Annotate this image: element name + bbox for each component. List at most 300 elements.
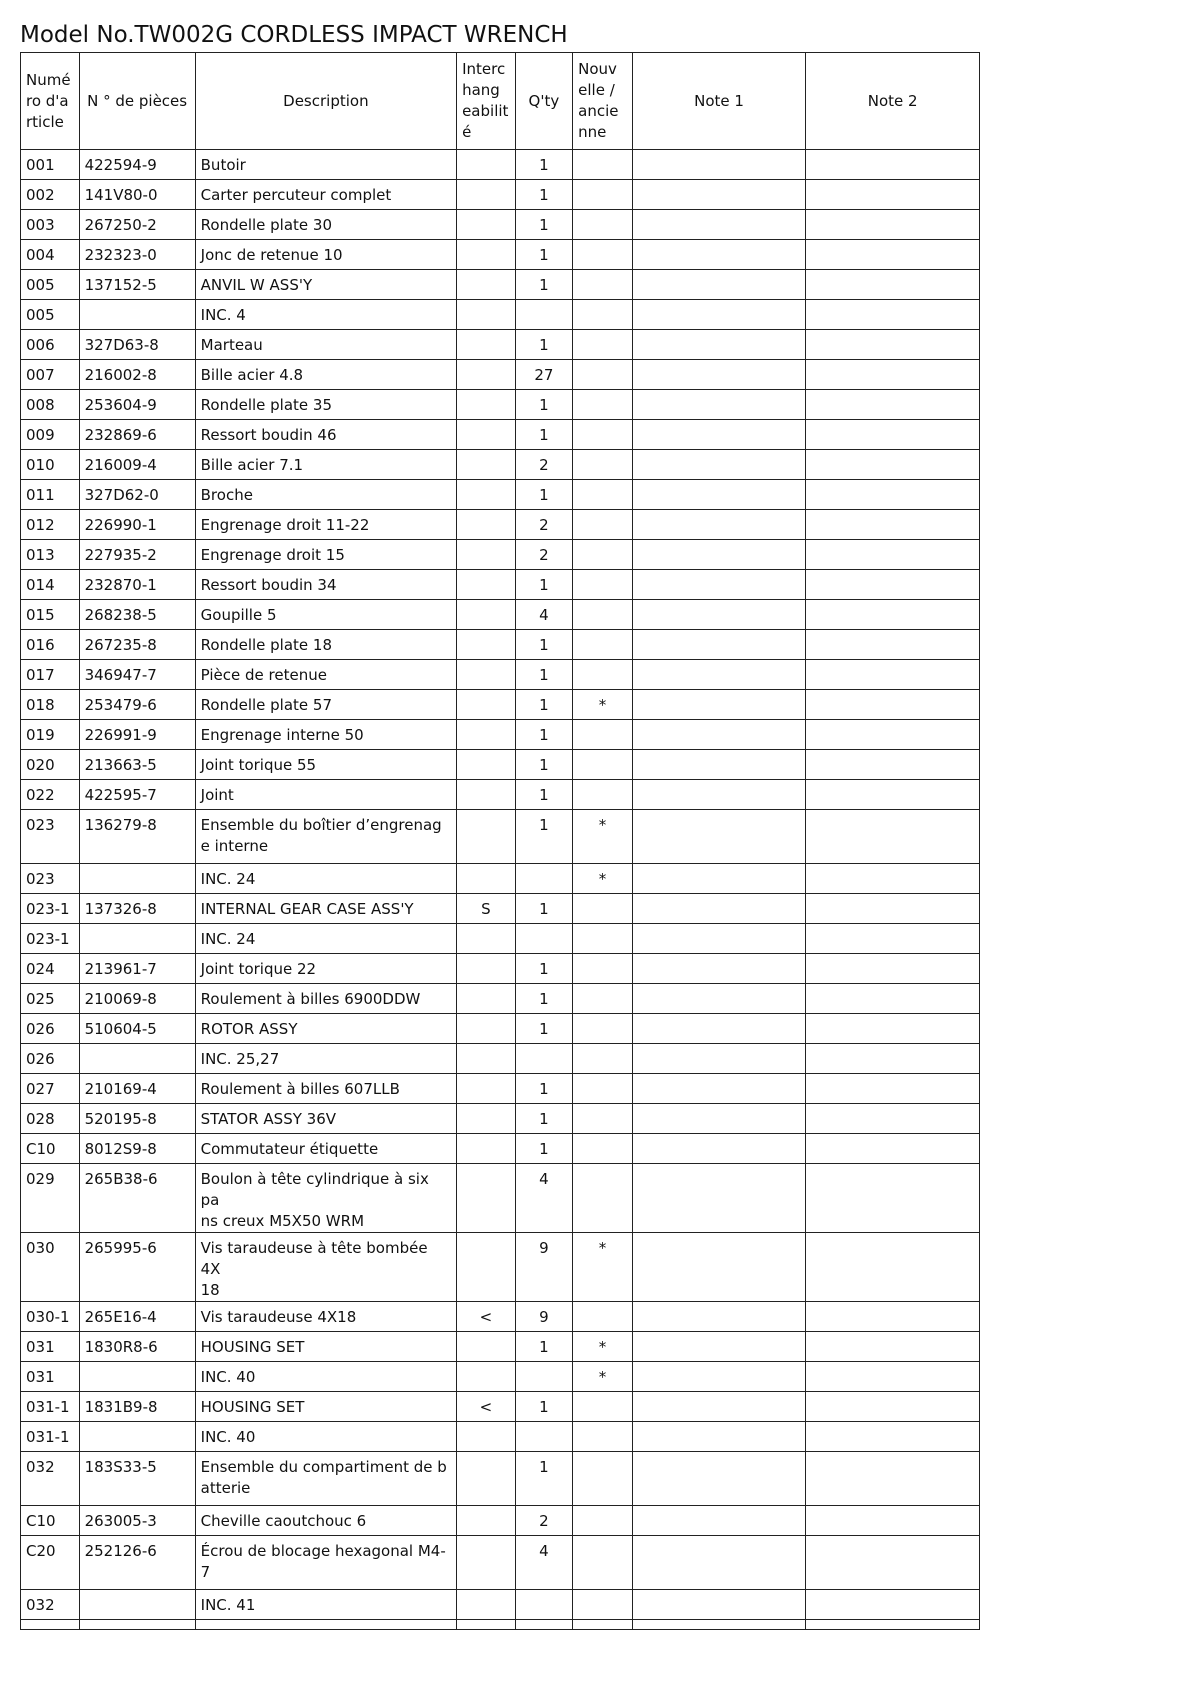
cell-item-no: 026 xyxy=(21,1014,80,1044)
cell-note-2 xyxy=(806,1332,980,1362)
cell-note-1 xyxy=(632,150,806,180)
cell-description: Écrou de blocage hexagonal M4- 7 xyxy=(195,1536,456,1590)
table-row xyxy=(21,1422,980,1452)
cell-note-2 xyxy=(806,600,980,630)
cell-description: Engrenage droit 15 xyxy=(195,540,456,570)
cell-item-no: 031-1 xyxy=(21,1422,80,1452)
cell-qty: 4 xyxy=(515,1536,572,1590)
cell-description: Bille acier 4.8 xyxy=(195,360,456,390)
cell-qty: 1 xyxy=(515,570,572,600)
cell-qty: 4 xyxy=(515,600,572,630)
cell-description: Commutateur étiquette xyxy=(195,1134,456,1164)
cell-note-1 xyxy=(632,1014,806,1044)
cell-description: Engrenage droit 11-22 xyxy=(195,510,456,540)
cell-interchangeability: < xyxy=(457,1392,516,1422)
cell-qty: 1 xyxy=(515,390,572,420)
cell-item-no: 012 xyxy=(21,510,80,540)
cell-new-old xyxy=(573,300,633,330)
cell-note-2 xyxy=(806,330,980,360)
cell-qty: 1 xyxy=(515,720,572,750)
cell-interchangeability xyxy=(457,1104,516,1134)
cell-item-no: 028 xyxy=(21,1104,80,1134)
table-row xyxy=(21,330,980,360)
cell-note-2 xyxy=(806,864,980,894)
cell-item-no: C10 xyxy=(21,1134,80,1164)
cell-description: ANVIL W ASS'Y xyxy=(195,270,456,300)
cell-qty: 1 xyxy=(515,810,572,864)
cell-part-no: 265E16-4 xyxy=(79,1302,195,1332)
cell-note-1 xyxy=(632,1590,806,1620)
cell-part-no: 267235-8 xyxy=(79,630,195,660)
cell-description: INC. 41 xyxy=(195,1590,456,1620)
cell-new-old xyxy=(573,1536,633,1590)
header-interchangeability: Interc hang eabilit é xyxy=(457,53,516,150)
cell-part-no: 226990-1 xyxy=(79,510,195,540)
cell-qty: 2 xyxy=(515,540,572,570)
cell-note-1 xyxy=(632,750,806,780)
cell-part-no: 265B38-6 xyxy=(79,1164,195,1233)
cell-description: Rondelle plate 57 xyxy=(195,690,456,720)
header-note-2: Note 2 xyxy=(806,53,980,150)
cell-item-no: 031 xyxy=(21,1362,80,1392)
cell-empty xyxy=(79,1620,195,1630)
table-row xyxy=(21,1104,980,1134)
cell-qty: 1 xyxy=(515,1104,572,1134)
table-row xyxy=(21,954,980,984)
cell-note-2 xyxy=(806,1452,980,1506)
cell-item-no: 022 xyxy=(21,780,80,810)
table-row xyxy=(21,630,980,660)
cell-note-1 xyxy=(632,630,806,660)
cell-part-no: 216002-8 xyxy=(79,360,195,390)
cell-interchangeability xyxy=(457,450,516,480)
cell-note-1 xyxy=(632,1164,806,1233)
cell-qty: 1 xyxy=(515,954,572,984)
cell-interchangeability xyxy=(457,390,516,420)
cell-new-old xyxy=(573,210,633,240)
cell-interchangeability xyxy=(457,954,516,984)
cell-new-old xyxy=(573,330,633,360)
cell-part-no: 510604-5 xyxy=(79,1014,195,1044)
table-row xyxy=(21,720,980,750)
cell-interchangeability xyxy=(457,984,516,1014)
cell-note-1 xyxy=(632,1332,806,1362)
cell-part-no xyxy=(79,1362,195,1392)
cell-part-no: 226991-9 xyxy=(79,720,195,750)
table-row xyxy=(21,660,980,690)
cell-description: Vis taraudeuse 4X18 xyxy=(195,1302,456,1332)
cell-qty: 1 xyxy=(515,210,572,240)
cell-part-no: 265995-6 xyxy=(79,1233,195,1302)
cell-new-old xyxy=(573,1392,633,1422)
cell-description: Rondelle plate 30 xyxy=(195,210,456,240)
cell-item-no: 011 xyxy=(21,480,80,510)
cell-part-no: 232323-0 xyxy=(79,240,195,270)
cell-part-no: 327D62-0 xyxy=(79,480,195,510)
cell-new-old xyxy=(573,630,633,660)
cell-note-2 xyxy=(806,270,980,300)
cell-part-no: 232870-1 xyxy=(79,570,195,600)
cell-part-no: 1831B9-8 xyxy=(79,1392,195,1422)
cell-note-2 xyxy=(806,300,980,330)
cell-empty xyxy=(21,1620,80,1630)
cell-description: Marteau xyxy=(195,330,456,360)
cell-new-old xyxy=(573,510,633,540)
cell-new-old xyxy=(573,150,633,180)
cell-new-old xyxy=(573,780,633,810)
cell-new-old xyxy=(573,1134,633,1164)
cell-part-no: 268238-5 xyxy=(79,600,195,630)
cell-note-2 xyxy=(806,1104,980,1134)
cell-description: Joint torique 22 xyxy=(195,954,456,984)
cell-interchangeability xyxy=(457,1590,516,1620)
cell-interchangeability xyxy=(457,1332,516,1362)
table-row-partial xyxy=(21,1620,980,1630)
cell-note-1 xyxy=(632,1362,806,1392)
table-row xyxy=(21,450,980,480)
cell-item-no: C20 xyxy=(21,1536,80,1590)
cell-note-1 xyxy=(632,720,806,750)
cell-qty: 2 xyxy=(515,450,572,480)
cell-note-2 xyxy=(806,420,980,450)
cell-description: Cheville caoutchouc 6 xyxy=(195,1506,456,1536)
cell-new-old xyxy=(573,1302,633,1332)
cell-description: Goupille 5 xyxy=(195,600,456,630)
cell-item-no: 030-1 xyxy=(21,1302,80,1332)
cell-qty xyxy=(515,1590,572,1620)
cell-note-1 xyxy=(632,1104,806,1134)
table-row xyxy=(21,240,980,270)
cell-note-2 xyxy=(806,720,980,750)
cell-new-old: * xyxy=(573,810,633,864)
cell-description: INC. 40 xyxy=(195,1422,456,1452)
table-row xyxy=(21,1164,980,1233)
cell-note-1 xyxy=(632,1536,806,1590)
cell-interchangeability xyxy=(457,1134,516,1164)
cell-new-old xyxy=(573,600,633,630)
cell-qty: 1 xyxy=(515,1014,572,1044)
cell-part-no xyxy=(79,864,195,894)
cell-empty xyxy=(515,1620,572,1630)
table-header-row xyxy=(21,53,980,150)
cell-description: INC. 24 xyxy=(195,864,456,894)
cell-note-1 xyxy=(632,810,806,864)
cell-interchangeability xyxy=(457,630,516,660)
table-row xyxy=(21,810,980,864)
cell-note-1 xyxy=(632,1422,806,1452)
table-row xyxy=(21,1044,980,1074)
cell-note-2 xyxy=(806,180,980,210)
cell-note-1 xyxy=(632,300,806,330)
page-title: Model No.TW002G CORDLESS IMPACT WRENCH xyxy=(20,22,568,48)
cell-note-2 xyxy=(806,660,980,690)
cell-item-no: 002 xyxy=(21,180,80,210)
cell-part-no: 141V80-0 xyxy=(79,180,195,210)
cell-description: Pièce de retenue xyxy=(195,660,456,690)
cell-note-1 xyxy=(632,984,806,1014)
cell-interchangeability xyxy=(457,690,516,720)
cell-item-no: 026 xyxy=(21,1044,80,1074)
cell-note-2 xyxy=(806,1233,980,1302)
cell-empty xyxy=(806,1620,980,1630)
cell-new-old xyxy=(573,450,633,480)
cell-note-2 xyxy=(806,894,980,924)
table-row xyxy=(21,270,980,300)
cell-item-no: 004 xyxy=(21,240,80,270)
cell-item-no: 023-1 xyxy=(21,924,80,954)
header-note-1: Note 1 xyxy=(632,53,806,150)
cell-part-no xyxy=(79,1422,195,1452)
cell-note-2 xyxy=(806,750,980,780)
cell-item-no: 023 xyxy=(21,810,80,864)
cell-empty xyxy=(632,1620,806,1630)
cell-description: Vis taraudeuse à tête bombée 4X 18 xyxy=(195,1233,456,1302)
cell-part-no: 213961-7 xyxy=(79,954,195,984)
cell-note-1 xyxy=(632,780,806,810)
cell-note-2 xyxy=(806,780,980,810)
cell-interchangeability xyxy=(457,600,516,630)
table-row xyxy=(21,150,980,180)
cell-note-1 xyxy=(632,1044,806,1074)
cell-part-no: 263005-3 xyxy=(79,1506,195,1536)
table-row xyxy=(21,1536,980,1590)
cell-note-2 xyxy=(806,1302,980,1332)
cell-note-1 xyxy=(632,450,806,480)
cell-interchangeability xyxy=(457,420,516,450)
cell-note-1 xyxy=(632,420,806,450)
table-row xyxy=(21,1506,980,1536)
cell-new-old xyxy=(573,1074,633,1104)
cell-interchangeability: < xyxy=(457,1302,516,1332)
table-row xyxy=(21,984,980,1014)
cell-qty xyxy=(515,1422,572,1452)
cell-part-no xyxy=(79,1044,195,1074)
cell-item-no: 029 xyxy=(21,1164,80,1233)
cell-qty: 1 xyxy=(515,1074,572,1104)
cell-note-1 xyxy=(632,210,806,240)
table-row xyxy=(21,1014,980,1044)
cell-description: Ensemble du compartiment de b atterie xyxy=(195,1452,456,1506)
cell-note-2 xyxy=(806,210,980,240)
cell-note-1 xyxy=(632,1302,806,1332)
table-row xyxy=(21,300,980,330)
cell-note-2 xyxy=(806,630,980,660)
cell-new-old xyxy=(573,984,633,1014)
cell-interchangeability xyxy=(457,570,516,600)
cell-new-old xyxy=(573,1590,633,1620)
cell-interchangeability xyxy=(457,780,516,810)
cell-interchangeability xyxy=(457,1422,516,1452)
cell-part-no: 136279-8 xyxy=(79,810,195,864)
cell-qty: 1 xyxy=(515,984,572,1014)
cell-new-old xyxy=(573,360,633,390)
cell-new-old: * xyxy=(573,690,633,720)
cell-part-no: 327D63-8 xyxy=(79,330,195,360)
cell-new-old xyxy=(573,1164,633,1233)
cell-new-old xyxy=(573,480,633,510)
cell-interchangeability xyxy=(457,1044,516,1074)
cell-note-2 xyxy=(806,954,980,984)
cell-part-no: 346947-7 xyxy=(79,660,195,690)
cell-note-1 xyxy=(632,330,806,360)
cell-part-no xyxy=(79,1590,195,1620)
cell-interchangeability xyxy=(457,270,516,300)
cell-note-1 xyxy=(632,1134,806,1164)
table-row xyxy=(21,1332,980,1362)
cell-interchangeability xyxy=(457,480,516,510)
cell-new-old xyxy=(573,180,633,210)
cell-new-old: * xyxy=(573,1233,633,1302)
cell-note-2 xyxy=(806,150,980,180)
table-row xyxy=(21,1233,980,1302)
cell-part-no: 210069-8 xyxy=(79,984,195,1014)
cell-note-2 xyxy=(806,1422,980,1452)
cell-qty: 1 xyxy=(515,240,572,270)
cell-note-2 xyxy=(806,540,980,570)
cell-description: Joint xyxy=(195,780,456,810)
cell-new-old: * xyxy=(573,1362,633,1392)
cell-qty xyxy=(515,864,572,894)
cell-note-2 xyxy=(806,1164,980,1233)
cell-new-old xyxy=(573,720,633,750)
cell-note-2 xyxy=(806,1536,980,1590)
cell-note-2 xyxy=(806,690,980,720)
cell-note-1 xyxy=(632,360,806,390)
header-part-no: N ° de pièces xyxy=(79,53,195,150)
cell-qty: 1 xyxy=(515,780,572,810)
cell-interchangeability xyxy=(457,180,516,210)
cell-item-no: 020 xyxy=(21,750,80,780)
cell-item-no: 025 xyxy=(21,984,80,1014)
cell-item-no: 027 xyxy=(21,1074,80,1104)
table-row xyxy=(21,570,980,600)
table-row xyxy=(21,1452,980,1506)
cell-note-1 xyxy=(632,480,806,510)
cell-interchangeability xyxy=(457,240,516,270)
cell-interchangeability xyxy=(457,660,516,690)
cell-interchangeability xyxy=(457,1164,516,1233)
cell-item-no: 005 xyxy=(21,270,80,300)
cell-qty: 1 xyxy=(515,630,572,660)
cell-interchangeability xyxy=(457,720,516,750)
cell-interchangeability xyxy=(457,1452,516,1506)
cell-description: Bille acier 7.1 xyxy=(195,450,456,480)
cell-description: Roulement à billes 607LLB xyxy=(195,1074,456,1104)
cell-interchangeability xyxy=(457,300,516,330)
cell-note-1 xyxy=(632,1074,806,1104)
cell-note-1 xyxy=(632,894,806,924)
cell-note-1 xyxy=(632,954,806,984)
cell-item-no: 010 xyxy=(21,450,80,480)
cell-description: Broche xyxy=(195,480,456,510)
header-new-old: Nouv elle / ancie nne xyxy=(573,53,633,150)
cell-qty: 9 xyxy=(515,1233,572,1302)
cell-interchangeability xyxy=(457,924,516,954)
cell-interchangeability xyxy=(457,1233,516,1302)
cell-qty: 4 xyxy=(515,1164,572,1233)
cell-qty: 2 xyxy=(515,510,572,540)
cell-interchangeability xyxy=(457,150,516,180)
cell-item-no: 031-1 xyxy=(21,1392,80,1422)
cell-note-2 xyxy=(806,450,980,480)
cell-empty xyxy=(573,1620,633,1630)
cell-note-2 xyxy=(806,1074,980,1104)
cell-qty: 1 xyxy=(515,420,572,450)
cell-note-2 xyxy=(806,480,980,510)
cell-part-no: 216009-4 xyxy=(79,450,195,480)
table-row xyxy=(21,894,980,924)
cell-interchangeability xyxy=(457,1506,516,1536)
cell-item-no: 006 xyxy=(21,330,80,360)
table-row xyxy=(21,420,980,450)
cell-note-1 xyxy=(632,510,806,540)
cell-item-no: 032 xyxy=(21,1590,80,1620)
table-row xyxy=(21,1302,980,1332)
cell-part-no: 183S33-5 xyxy=(79,1452,195,1506)
cell-part-no xyxy=(79,924,195,954)
cell-part-no: 8012S9-8 xyxy=(79,1134,195,1164)
cell-qty: 1 xyxy=(515,480,572,510)
cell-new-old xyxy=(573,1422,633,1452)
cell-item-no: 003 xyxy=(21,210,80,240)
cell-note-1 xyxy=(632,1506,806,1536)
table-row xyxy=(21,360,980,390)
table-row xyxy=(21,600,980,630)
cell-item-no: 013 xyxy=(21,540,80,570)
cell-part-no: 227935-2 xyxy=(79,540,195,570)
cell-item-no: 001 xyxy=(21,150,80,180)
cell-description: Rondelle plate 35 xyxy=(195,390,456,420)
table-row xyxy=(21,480,980,510)
cell-note-2 xyxy=(806,360,980,390)
cell-new-old xyxy=(573,390,633,420)
cell-new-old xyxy=(573,540,633,570)
cell-part-no: 422594-9 xyxy=(79,150,195,180)
cell-part-no: 137152-5 xyxy=(79,270,195,300)
cell-part-no xyxy=(79,300,195,330)
cell-qty xyxy=(515,1362,572,1392)
table-row xyxy=(21,1362,980,1392)
cell-note-1 xyxy=(632,660,806,690)
cell-part-no: 137326-8 xyxy=(79,894,195,924)
cell-note-1 xyxy=(632,600,806,630)
cell-interchangeability xyxy=(457,1074,516,1104)
cell-part-no: 1830R8-6 xyxy=(79,1332,195,1362)
cell-description: Roulement à billes 6900DDW xyxy=(195,984,456,1014)
cell-description: HOUSING SET xyxy=(195,1332,456,1362)
cell-qty xyxy=(515,1044,572,1074)
cell-qty: 1 xyxy=(515,690,572,720)
cell-new-old xyxy=(573,894,633,924)
header-item-no: Numé ro d'a rticle xyxy=(21,53,80,150)
cell-note-1 xyxy=(632,1233,806,1302)
cell-interchangeability xyxy=(457,750,516,780)
cell-part-no: 253604-9 xyxy=(79,390,195,420)
table-row xyxy=(21,1392,980,1422)
cell-note-2 xyxy=(806,1590,980,1620)
cell-empty xyxy=(195,1620,456,1630)
cell-description: Carter percuteur complet xyxy=(195,180,456,210)
cell-note-2 xyxy=(806,1362,980,1392)
cell-qty xyxy=(515,924,572,954)
cell-interchangeability xyxy=(457,210,516,240)
cell-description: INC. 25,27 xyxy=(195,1044,456,1074)
cell-qty xyxy=(515,300,572,330)
cell-part-no: 422595-7 xyxy=(79,780,195,810)
cell-item-no: 016 xyxy=(21,630,80,660)
cell-description: HOUSING SET xyxy=(195,1392,456,1422)
cell-description: Jonc de retenue 10 xyxy=(195,240,456,270)
